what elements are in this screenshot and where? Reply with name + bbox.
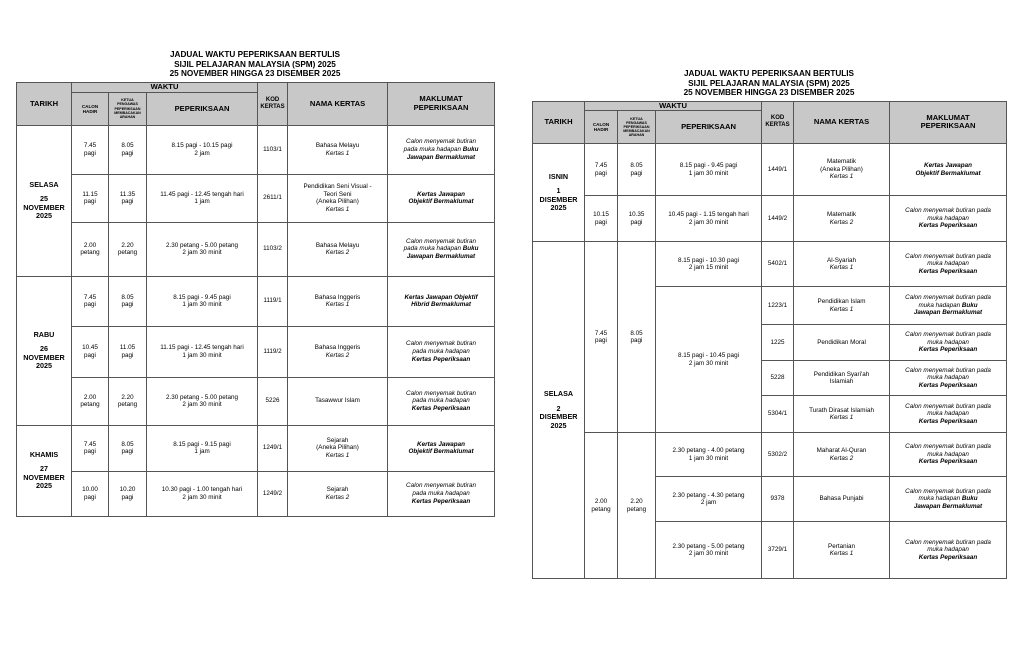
calon-hadir-time: 2.00 petang bbox=[585, 433, 618, 579]
ketua-pengawas-time: 11.05 pagi bbox=[109, 326, 147, 377]
paper-code: 5402/1 bbox=[762, 242, 794, 287]
paper-name: Tasawwur Islam bbox=[288, 377, 388, 425]
paper-name: Al-Syariah Kertas 1 bbox=[794, 242, 890, 287]
exam-info: Kertas Jawapan Objektif Bermaklumat bbox=[388, 174, 495, 222]
exam-info: Calon menyemak butiran pada muka hadapan Buku Jawapan Bermaklumat bbox=[388, 222, 495, 276]
date-cell: RABU 26 NOVEMBER 2025 bbox=[17, 276, 72, 425]
header-kod: KOD KERTAS bbox=[762, 101, 794, 143]
exam-time: 8.15 pagi - 9.15 pagi 1 jam bbox=[147, 425, 258, 471]
paper-code: 9378 bbox=[762, 477, 794, 522]
date-cell: ISNIN 1 DISEMBER 2025 bbox=[533, 144, 585, 242]
paper-name: Pertanian Kertas 1 bbox=[794, 522, 890, 579]
paper-code: 1119/2 bbox=[258, 326, 288, 377]
exam-info: Calon menyemak butiran pada muka hadapan Kertas Peperiksaan bbox=[388, 471, 495, 516]
calon-hadir-time: 7.45 pagi bbox=[585, 144, 618, 196]
date-cell: SELASA 2 DISEMBER 2025 bbox=[533, 242, 585, 579]
exam-time: 2.30 petang - 4.00 petang 1 jam 30 minit bbox=[656, 433, 762, 477]
paper-code: 1119/1 bbox=[258, 276, 288, 326]
paper-name: Bahasa Melayu Kertas 1 bbox=[288, 125, 388, 174]
right-timetable-page bbox=[532, 69, 1006, 579]
exam-info: Calon menyemak butiran pada muka hadapan Buku Jawapan Bermaklumat bbox=[890, 287, 1007, 325]
date-cell: SELASA 25 NOVEMBER 2025 bbox=[17, 125, 72, 276]
table-row bbox=[17, 326, 495, 377]
header-maklumat: MAKLUMAT PEPERIKSAAN bbox=[890, 101, 1007, 143]
exam-info: Calon menyemak butiran pada muka hadapan Kertas Peperiksaan bbox=[890, 361, 1007, 396]
exam-time: 8.15 pagi - 10.45 pagi 2 jam 30 minit bbox=[656, 287, 762, 433]
ketua-pengawas-time: 10.20 pagi bbox=[109, 471, 147, 516]
exam-info: Calon menyemak butiran pada muka hadapan Kertas Peperiksaan bbox=[890, 396, 1007, 433]
header-waktu: WAKTU bbox=[72, 82, 258, 92]
header-tarikh: TARIKH bbox=[17, 82, 72, 125]
table-row bbox=[17, 377, 495, 425]
exam-time: 2.30 petang - 5.00 petang 2 jam 30 minit bbox=[147, 222, 258, 276]
paper-code: 2611/1 bbox=[258, 174, 288, 222]
table-row bbox=[17, 471, 495, 516]
left-timetable bbox=[16, 82, 495, 517]
exam-info: Kertas Jawapan Objektif Hibrid Bermaklumat bbox=[388, 276, 495, 326]
left-timetable-page bbox=[16, 50, 494, 517]
calon-hadir-time: 7.45 pagi bbox=[72, 276, 109, 326]
table-row bbox=[17, 125, 495, 174]
table-row bbox=[533, 433, 1007, 477]
exam-info: Calon menyemak butiran pada muka hadapan Kertas Peperiksaan bbox=[890, 522, 1007, 579]
paper-name: Turath Dirasat Islamiah Kertas 1 bbox=[794, 396, 890, 433]
ketua-pengawas-time: 11.35 pagi bbox=[109, 174, 147, 222]
paper-code: 1249/2 bbox=[258, 471, 288, 516]
header-peperiksaan: PEPERIKSAAN bbox=[147, 92, 258, 125]
paper-code: 1249/1 bbox=[258, 425, 288, 471]
exam-time: 2.30 petang - 5.00 petang 2 jam 30 minit bbox=[656, 522, 762, 579]
exam-time: 8.15 pagi - 9.45 pagi 1 jam 30 minit bbox=[656, 144, 762, 196]
paper-name: Sejarah Kertas 2 bbox=[288, 471, 388, 516]
exam-time: 10.45 pagi - 1.15 tengah hari 2 jam 30 minit bbox=[656, 196, 762, 242]
paper-code: 5302/2 bbox=[762, 433, 794, 477]
paper-name: Bahasa Punjabi bbox=[794, 477, 890, 522]
header-nama-kertas: NAMA KERTAS bbox=[794, 101, 890, 143]
ketua-pengawas-time: 2.20 petang bbox=[109, 377, 147, 425]
table-row bbox=[533, 242, 1007, 287]
exam-time: 10.30 pagi - 1.00 tengah hari 2 jam 30 minit bbox=[147, 471, 258, 516]
exam-info: Calon menyemak butiran pada muka hadapan Buku Jawapan Bermaklumat bbox=[890, 477, 1007, 522]
table-row bbox=[533, 196, 1007, 242]
table-row bbox=[17, 174, 495, 222]
paper-code: 1225 bbox=[762, 325, 794, 361]
calon-hadir-time: 2.00 petang bbox=[72, 377, 109, 425]
table-row bbox=[533, 144, 1007, 196]
calon-hadir-time: 10.45 pagi bbox=[72, 326, 109, 377]
paper-name: Bahasa Inggeris Kertas 1 bbox=[288, 276, 388, 326]
paper-name: Sejarah (Aneka Pilihan) Kertas 1 bbox=[288, 425, 388, 471]
ketua-pengawas-time: 8.05 pagi bbox=[618, 242, 656, 433]
paper-code: 1449/1 bbox=[762, 144, 794, 196]
exam-info: Calon menyemak butiran pada muka hadapan Kertas Peperiksaan bbox=[890, 433, 1007, 477]
exam-time: 8.15 pagi - 10.30 pagi 2 jam 15 minit bbox=[656, 242, 762, 287]
paper-name: Matematik (Aneka Pilihan) Kertas 1 bbox=[794, 144, 890, 196]
ketua-pengawas-time: 8.05 pagi bbox=[109, 425, 147, 471]
exam-info: Kertas Jawapan Objektif Bermaklumat bbox=[388, 425, 495, 471]
paper-name: Maharat Al-Quran Kertas 2 bbox=[794, 433, 890, 477]
header-peperiksaan: PEPERIKSAAN bbox=[656, 111, 762, 144]
paper-code: 1223/1 bbox=[762, 287, 794, 325]
ketua-pengawas-time: 2.20 petang bbox=[109, 222, 147, 276]
calon-hadir-time: 7.45 pagi bbox=[72, 425, 109, 471]
ketua-pengawas-time: 2.20 petang bbox=[618, 433, 656, 579]
calon-hadir-time: 2.00 petang bbox=[72, 222, 109, 276]
header-kod: KOD KERTAS bbox=[258, 82, 288, 125]
exam-time: 11.45 pagi - 12.45 tengah hari 1 jam bbox=[147, 174, 258, 222]
exam-info: Calon menyemak butiran pada muka hadapan Kertas Peperiksaan bbox=[890, 325, 1007, 361]
right-title: JADUAL WAKTU PEPERIKSAAN BERTULIS SIJIL PELAJARAN MALAYSIA (SPM) 2025 25 NOVEMBER HINGGA 23 DISEMBER 2025 bbox=[683, 69, 855, 98]
exam-info: Kertas Jawapan Objektif Bermaklumat bbox=[890, 144, 1007, 196]
paper-name: Pendidikan Moral bbox=[794, 325, 890, 361]
paper-name: Pendidikan Islam Kertas 1 bbox=[794, 287, 890, 325]
exam-info: Calon menyemak butiran pada muka hadapan Buku Jawapan Bermaklumat bbox=[388, 125, 495, 174]
calon-hadir-time: 11.15 pagi bbox=[72, 174, 109, 222]
header-ketua-pengawas: KETUA PENGAWAS PEPERIKSAAN MEMBACAKAN ARAHAN bbox=[109, 92, 147, 125]
paper-name: Pendidikan Seni Visual - Teori Seni (Aneka Pilihan) Kertas 1 bbox=[288, 174, 388, 222]
exam-time: 2.30 petang - 5.00 petang 2 jam 30 minit bbox=[147, 377, 258, 425]
exam-time: 2.30 petang - 4.30 petang 2 jam bbox=[656, 477, 762, 522]
paper-code: 1449/2 bbox=[762, 196, 794, 242]
exam-time: 11.15 pagi - 12.45 tengah hari 1 jam 30 minit bbox=[147, 326, 258, 377]
paper-code: 5228 bbox=[762, 361, 794, 396]
exam-info: Calon menyemak butiran pada muka hadapan Kertas Peperiksaan bbox=[388, 377, 495, 425]
header-nama-kertas: NAMA KERTAS bbox=[288, 82, 388, 125]
exam-info: Calon menyemak butiran pada muka hadapan Kertas Peperiksaan bbox=[890, 196, 1007, 242]
ketua-pengawas-time: 10.35 pagi bbox=[618, 196, 656, 242]
calon-hadir-time: 7.45 pagi bbox=[585, 242, 618, 433]
header-calon-hadir: CALON HADIR bbox=[72, 92, 109, 125]
header-calon-hadir: CALON HADIR bbox=[585, 111, 618, 144]
paper-code: 1103/1 bbox=[258, 125, 288, 174]
header-ketua-pengawas: KETUA PENGAWAS PEPERIKSAAN MEMBACAKAN ARAHAN bbox=[618, 111, 656, 144]
calon-hadir-time: 7.45 pagi bbox=[72, 125, 109, 174]
left-title: JADUAL WAKTU PEPERIKSAAN BERTULIS SIJIL PELAJARAN MALAYSIA (SPM) 2025 25 NOVEMBER HINGGA 23 DISEMBER 2025 bbox=[169, 50, 341, 79]
exam-info: Calon menyemak butiran pada muka hadapan Kertas Peperiksaan bbox=[388, 326, 495, 377]
paper-name: Matematik Kertas 2 bbox=[794, 196, 890, 242]
header-maklumat: MAKLUMAT PEPERIKSAAN bbox=[388, 82, 495, 125]
paper-name: Bahasa Melayu Kertas 2 bbox=[288, 222, 388, 276]
ketua-pengawas-time: 8.05 pagi bbox=[618, 144, 656, 196]
date-cell: KHAMIS 27 NOVEMBER 2025 bbox=[17, 425, 72, 516]
calon-hadir-time: 10.00 pagi bbox=[72, 471, 109, 516]
paper-code: 3729/1 bbox=[762, 522, 794, 579]
exam-info: Calon menyemak butiran pada muka hadapan Kertas Peperiksaan bbox=[890, 242, 1007, 287]
exam-time: 8.15 pagi - 9.45 pagi 1 jam 30 minit bbox=[147, 276, 258, 326]
paper-code: 5226 bbox=[258, 377, 288, 425]
paper-code: 1103/2 bbox=[258, 222, 288, 276]
table-row bbox=[17, 276, 495, 326]
header-waktu: WAKTU bbox=[585, 101, 762, 110]
ketua-pengawas-time: 8.05 pagi bbox=[109, 125, 147, 174]
calon-hadir-time: 10.15 pagi bbox=[585, 196, 618, 242]
right-timetable bbox=[532, 101, 1007, 579]
table-row bbox=[17, 425, 495, 471]
paper-name: Bahasa Inggeris Kertas 2 bbox=[288, 326, 388, 377]
table-row bbox=[17, 222, 495, 276]
ketua-pengawas-time: 8.05 pagi bbox=[109, 276, 147, 326]
paper-code: 5304/1 bbox=[762, 396, 794, 433]
header-tarikh: TARIKH bbox=[533, 101, 585, 143]
paper-name: Pendidikan Syari'ah Islamiah bbox=[794, 361, 890, 396]
exam-time: 8.15 pagi - 10.15 pagi 2 jam bbox=[147, 125, 258, 174]
